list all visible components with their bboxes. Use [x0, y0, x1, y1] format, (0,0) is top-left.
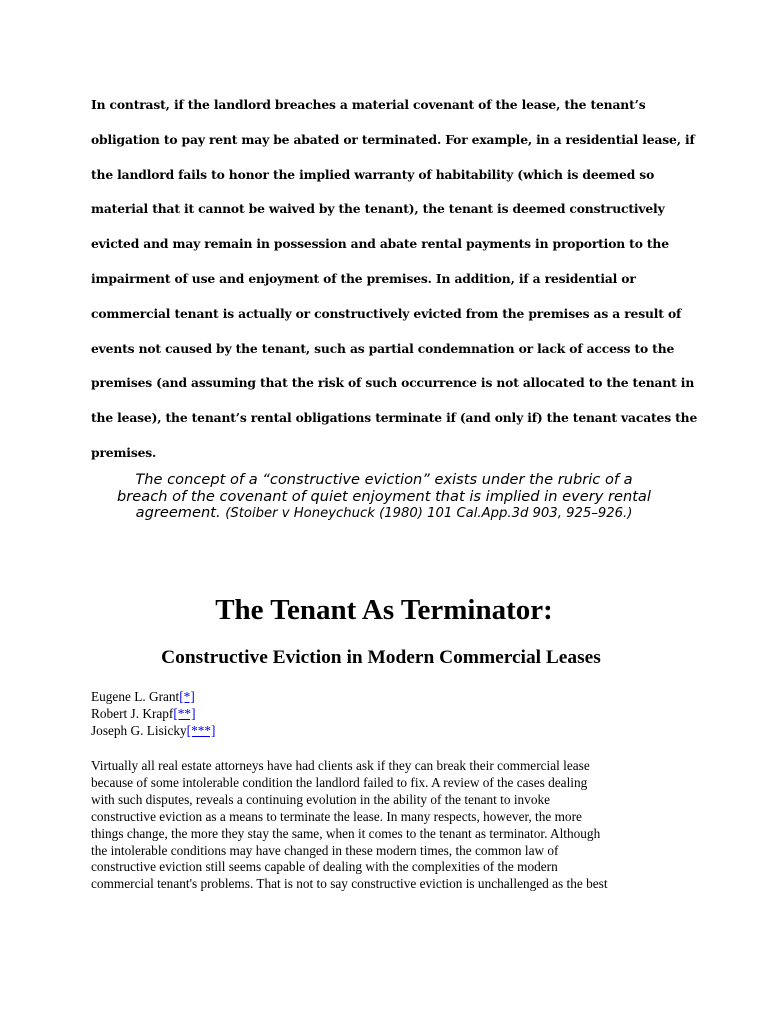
body-line: Virtually all real estate attorneys have had clients ask if they can break their commercial lease: [91, 758, 590, 773]
lead-paragraph-line: the landlord fails to honor the implied warranty of habitability (which is deemed so: [91, 166, 655, 182]
lead-paragraph-line: the lease), the tenant’s rental obligations terminate if (and only if) the tenant vacates the: [91, 410, 698, 426]
lead-paragraph-line: premises.: [91, 444, 157, 460]
author-name: Joseph G. Lisicky: [91, 723, 187, 738]
body-line: constructive eviction still seems capable of dealing with the complexities of the modern: [91, 859, 558, 875]
body-line: with such disputes, reveals a continuing evolution in the ability of the tenant to invoke: [91, 791, 551, 807]
body-line: constructive eviction as a means to terminate the lease. In many respects, however, the more: [91, 808, 582, 824]
quote-line-end: agreement.: [135, 504, 221, 522]
author-footnote-link[interactable]: [***]: [186, 723, 216, 738]
lead-paragraph-line: commercial tenant is actually or constructively evicted from the premises as a result of: [91, 305, 682, 321]
quote-line: breach of the covenant of quiet enjoyment that is implied in every rental: [117, 487, 651, 505]
author-entry: [91, 688, 215, 705]
lead-paragraph-line: obligation to pay rent may be abated or terminated. For example, in a residential lease, if: [91, 131, 695, 147]
quote-citation: (Stoiber v Honeychuck (1980) 101 Cal.App.3d 903, 925–926.): [225, 506, 633, 522]
article-body-paragraph: [91, 758, 691, 893]
quote-line: [80, 505, 688, 523]
quote-line: The concept of a “constructive eviction” exists under the rubric of a: [135, 471, 633, 488]
lead-paragraph-line: impairment of use and enjoyment of the premises. In addition, if a residential or: [91, 270, 636, 286]
lead-paragraph-line: premises (and assuming that the risk of such occurrence is not allocated to the tenant in: [91, 375, 695, 391]
author-name: Eugene L. Grant: [91, 689, 180, 704]
lead-paragraph-line: In contrast, if the landlord breaches a material covenant of the lease, the tenant’s: [91, 97, 646, 112]
lead-paragraph: [91, 88, 698, 471]
body-line: commercial tenant's problems. That is not to say constructive eviction is unchallenged as the best: [91, 876, 608, 892]
author-entry: [91, 705, 215, 722]
body-line: because of some intolerable condition the landlord failed to fix. A review of the cases dealing: [91, 774, 588, 790]
body-line: things change, the more they stay the same, when it comes to the tenant as terminator. Although: [91, 825, 601, 841]
author-footnote-link[interactable]: [**]: [173, 706, 196, 721]
author-name: Robert J. Krapf: [91, 706, 174, 721]
author-entry: [91, 722, 215, 739]
author-footnote-link[interactable]: [*]: [179, 689, 195, 704]
article-subtitle: Constructive Eviction in Modern Commercial Leases: [161, 647, 601, 668]
article-title: The Tenant As Terminator:: [215, 594, 553, 626]
author-list: [91, 688, 215, 739]
lead-paragraph-line: material that it cannot be waived by the tenant), the tenant is deemed constructively: [91, 201, 665, 217]
lead-paragraph-line: events not caused by the tenant, such as partial condemnation or lack of access to the: [91, 340, 675, 356]
lead-paragraph-line: evicted and may remain in possession and abate rental payments in proportion to the: [91, 236, 669, 252]
body-line: the intolerable conditions may have changed in these modern times, the common law of: [91, 842, 559, 858]
block-quote: [80, 472, 688, 523]
